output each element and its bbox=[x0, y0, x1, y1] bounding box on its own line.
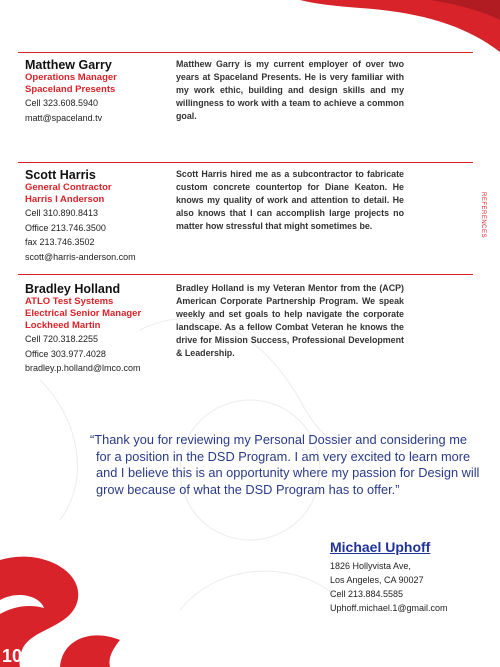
signature-name: Michael Uphoff bbox=[330, 539, 431, 555]
reference-title: Operations Manager bbox=[25, 72, 117, 83]
reference-title: Electrical Senior Manager bbox=[25, 308, 142, 319]
reference-phone: Cell 323.608.5940 bbox=[25, 98, 99, 108]
section-divider bbox=[18, 274, 473, 275]
reference-company: Harris I Anderson bbox=[25, 194, 105, 205]
reference-phone: Office 213.746.3500 bbox=[25, 222, 106, 233]
side-section-label: REFERENCES bbox=[480, 192, 486, 239]
reference-name: Matthew Garry bbox=[25, 58, 112, 72]
reference-entry bbox=[0, 162, 500, 262]
reference-fax: fax 213.746.3502 bbox=[25, 237, 95, 247]
reference-name: Bradley Holland bbox=[25, 282, 121, 296]
reference-entry bbox=[0, 52, 500, 152]
reference-title: ATLO Test Systems bbox=[25, 296, 114, 307]
reference-name: Scott Harris bbox=[25, 168, 96, 182]
section-divider bbox=[18, 52, 473, 53]
reference-description: Scott Harris hired me as a subcontractor to fabricate custom concrete countertop for Diane Keaton. He knows my quality of work and attention to detail. He also knows that I can accomplish large projects no matter how stressful that might sometimes be. bbox=[176, 169, 404, 231]
reference-phone: Cell 310.890.8413 bbox=[25, 208, 99, 218]
reference-phone: Office 303.977.4028 bbox=[25, 348, 106, 359]
reference-description: Bradley Holland is my Veteran Mentor from the (ACP) American Corporate Partnership Program. We speak weekly and set goals to help navigate the corporate landscape. As a fellow Combat Veteran he knows the drive for Mission Success, Professional Development & Leadership. bbox=[176, 283, 404, 358]
reference-entry bbox=[0, 276, 500, 386]
page-number: 10 bbox=[2, 646, 23, 666]
reference-email: scott@harris-anderson.com bbox=[25, 251, 136, 262]
phone-line: Cell 213.884.5585 bbox=[330, 589, 404, 599]
reference-title: General Contractor bbox=[25, 182, 112, 193]
closing-quote: “Thank you for reviewing my Personal Dossier and considering me for a position in the DSD Program. I am very excited to learn more and I believe this is an opportunity where my passion for Design will grow because of what the DSD Program has to offer.” bbox=[90, 432, 480, 497]
bottom-swoosh-shape bbox=[60, 635, 120, 667]
reference-email: matt@spaceland.tv bbox=[25, 112, 103, 123]
reference-company: Lockheed Martin bbox=[25, 320, 101, 331]
reference-company: Spaceland Presents bbox=[25, 84, 116, 95]
address-line: 1826 Hollyvista Ave, bbox=[330, 561, 411, 571]
email-line: Uphoff.michael.1@gmail.com bbox=[330, 603, 448, 613]
city-line: Los Angeles, CA 90027 bbox=[330, 575, 424, 585]
reference-phone: Cell 720.318.2255 bbox=[25, 334, 99, 344]
signature-block bbox=[330, 538, 490, 615]
section-divider bbox=[18, 162, 473, 163]
reference-description: Matthew Garry is my current employer of over two years at Spaceland Presents. He is very familiar with my work ethic, building and design skills and my willingness to work with a team to achieve a common goal. bbox=[176, 59, 404, 121]
reference-email: bradley.p.holland@lmco.com bbox=[25, 363, 141, 373]
